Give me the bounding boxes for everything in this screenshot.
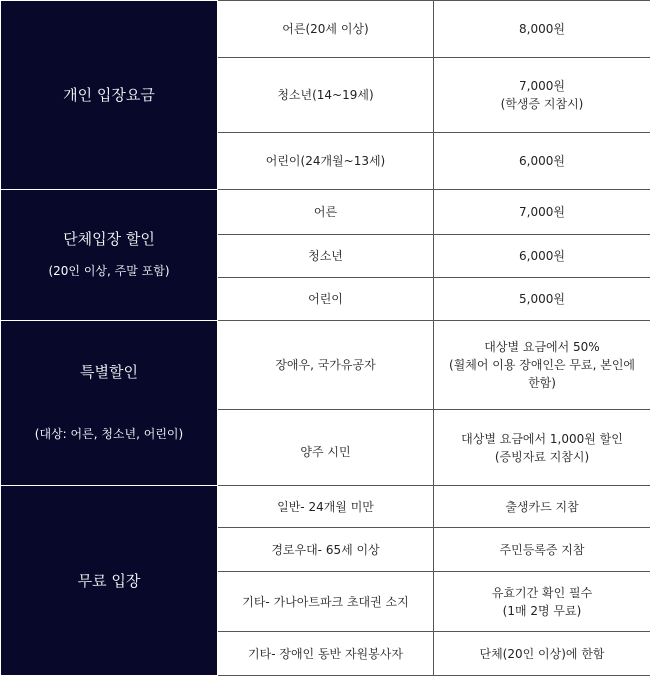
- price-line: 대상별 요금에서 50%: [442, 338, 642, 356]
- price-line: 주민등록증 지참: [442, 541, 642, 559]
- price-cell: [434, 321, 650, 410]
- target-cell: 청소년(14~19세): [218, 58, 434, 133]
- price-line: 유효기간 확인 필수: [442, 584, 642, 602]
- price-cell: [434, 1, 650, 58]
- price-line: 7,000원: [442, 203, 642, 221]
- price-cell: [434, 632, 650, 676]
- target-cell: 기타- 장애인 동반 자원봉사자: [218, 632, 434, 676]
- category-cell-special: [1, 321, 218, 486]
- category-title: 개인 입장요금: [1, 86, 217, 104]
- price-line: (학생증 지참시): [442, 95, 642, 113]
- category-title: 단체입장 할인: [1, 230, 217, 248]
- target-cell: 어른: [218, 190, 434, 235]
- price-line: 5,000원: [442, 290, 642, 308]
- table-row: [1, 190, 650, 235]
- target-cell: 양주 시민: [218, 410, 434, 486]
- price-cell: [434, 486, 650, 528]
- price-line: 7,000원: [442, 77, 642, 95]
- price-cell: [434, 190, 650, 235]
- table-row: [1, 321, 650, 410]
- price-cell: [434, 133, 650, 190]
- price-cell: [434, 528, 650, 572]
- table-row: [1, 486, 650, 528]
- price-line: 출생카드 지참: [442, 498, 642, 516]
- price-line: 6,000원: [442, 247, 642, 265]
- category-cell-group: [1, 190, 218, 321]
- price-line: 단체(20인 이상)에 한함: [442, 645, 642, 663]
- price-line: (1매 2명 무료): [442, 602, 642, 620]
- price-cell: [434, 235, 650, 278]
- price-cell: [434, 410, 650, 486]
- price-cell: [434, 278, 650, 321]
- category-cell-individual: [1, 1, 218, 190]
- price-line: (휠체어 이용 장애인은 무료, 본인에: [442, 356, 642, 374]
- category-note: (대상: 어른, 청소년, 어린이): [1, 425, 217, 443]
- category-cell-free: [1, 486, 218, 676]
- category-note: (20인 이상, 주말 포함): [1, 262, 217, 280]
- target-cell: 청소년: [218, 235, 434, 278]
- table-row: [1, 1, 650, 58]
- category-title: 특별할인: [1, 363, 217, 381]
- price-line: 한함): [442, 374, 642, 392]
- target-cell: 어린이: [218, 278, 434, 321]
- price-line: 6,000원: [442, 152, 642, 170]
- price-cell: [434, 58, 650, 133]
- target-cell: 기타- 가나아트파크 초대권 소지: [218, 572, 434, 632]
- price-line: (증빙자료 지참시): [442, 448, 642, 466]
- target-cell: 경로우대- 65세 이상: [218, 528, 434, 572]
- target-cell: 어린이(24개월~13세): [218, 133, 434, 190]
- price-line: 대상별 요금에서 1,000원 할인: [442, 430, 642, 448]
- target-cell: 어른(20세 이상): [218, 1, 434, 58]
- price-line: 8,000원: [442, 20, 642, 38]
- target-cell: 일반- 24개월 미만: [218, 486, 434, 528]
- category-title: 무료 입장: [1, 572, 217, 590]
- target-cell: 장애우, 국가유공자: [218, 321, 434, 410]
- price-cell: [434, 572, 650, 632]
